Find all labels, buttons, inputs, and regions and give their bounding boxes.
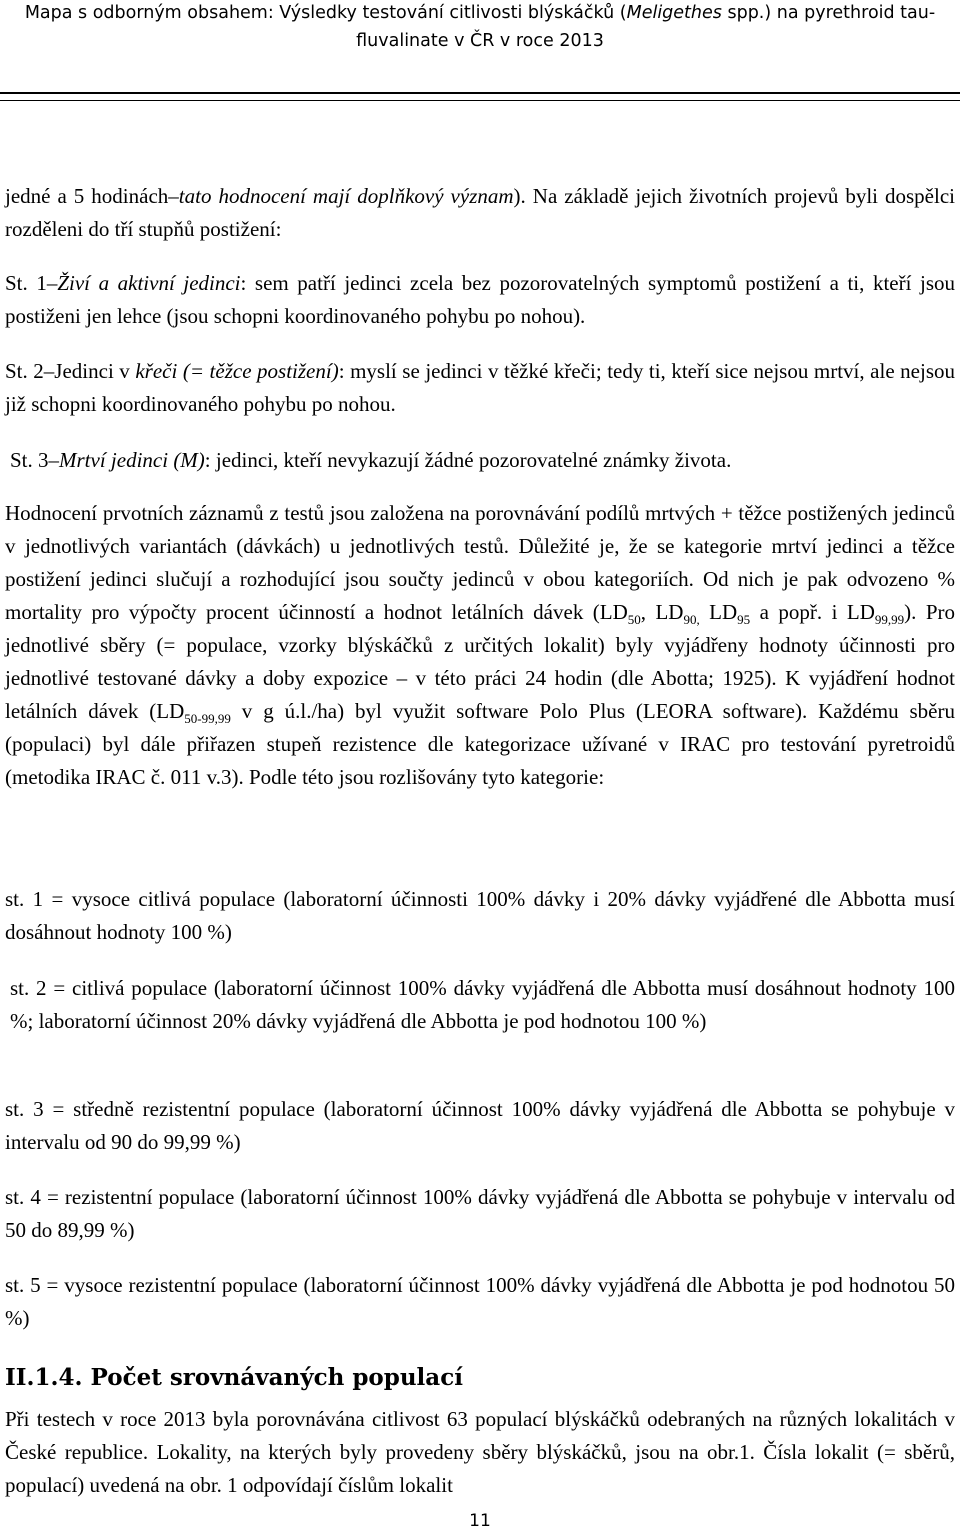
para1-text-c: ). Na základě jejich životních projevů byli dospělci rozděleni do tří stupňů postižení: bbox=[5, 184, 955, 241]
para1-text-italic: tato hodnocení mají doplňkový význam bbox=[178, 184, 514, 208]
section-heading: II.1.4. Počet srovnávaných populací bbox=[5, 1364, 463, 1391]
ld9999-subscript: 99,99 bbox=[874, 612, 905, 627]
paragraph-2 bbox=[5, 267, 955, 333]
header-rule-thin bbox=[0, 100, 960, 101]
para5-text-3: LD bbox=[699, 600, 738, 624]
header-title-post: spp.) na pyrethroid tau- bbox=[721, 3, 936, 23]
para4-text-c: : jedinci, kteří nevykazují žádné pozorovatelné známky života. bbox=[204, 448, 732, 472]
section-paragraph: Při testech v roce 2013 byla porovnávána citlivost 63 populací blýskáčků odebraných na různých lokalitách v České republice. Lokality, na kterých byly provedeny sběry blýskáčků, jsou na obr.1. Čísla lokalit (= sběrů, populací) uvedená na obr. 1 odpovídají číslům lokalit bbox=[5, 1407, 955, 1497]
header-title-pre: Mapa s odborným obsahem: Výsledky testování citlivosti blýskáčků ( bbox=[24, 3, 627, 23]
paragraph-1 bbox=[5, 180, 955, 246]
category-item-4: st. 4 = rezistentní populace (laboratorní účinnost 100% dávky vyjádřená dle Abbotta se pohybuje v intervalu od 50 do 89,99 %) bbox=[5, 1185, 955, 1242]
para1-text-a: jedné a 5 hodinách– bbox=[5, 184, 179, 208]
ld90-subscript: 90, bbox=[683, 612, 700, 627]
ld50-subscript: 50 bbox=[627, 612, 641, 627]
para2-text-italic: Živí a aktivní jedinci bbox=[57, 271, 241, 295]
para5-text-5: ). Pro jednotlivé sběry (= populace, vzorky blýskáčků z určitých lokalit) byly vyjádřeny hodnoty účinnosti pro jednotlivé testované dávky a doby expozice – v této práci 24 hodin (dle Abotta; 1925). K vyjádření hodnot letálních dávek (LD bbox=[5, 600, 955, 723]
ld-range-subscript: 50-99,99 bbox=[184, 711, 231, 726]
header-title-line1 bbox=[0, 0, 960, 28]
paragraph-3 bbox=[5, 355, 955, 421]
para3-text-italic: křeči (= těžce postižení) bbox=[135, 359, 339, 383]
paragraph-4 bbox=[10, 444, 960, 477]
category-item-2: st. 2 = citlivá populace (laboratorní účinnost 100% dávky vyjádřená dle Abbotta musí dosáhnout hodnoty 100 %; laboratorní účinnost 20% dávky vyjádřená dle Abbotta je pod hodnotou 100 %) bbox=[10, 976, 955, 1033]
page-number: 11 bbox=[469, 1511, 491, 1531]
category-item-1: st. 1 = vysoce citlivá populace (laboratorní účinnosti 100% dávky i 20% dávky vyjádřené dle Abbotta musí dosáhnout hodnoty 100 %) bbox=[5, 887, 955, 944]
category-item-5: st. 5 = vysoce rezistentní populace (laboratorní účinnost 100% dávky vyjádřená dle Abbotta je pod hodnotou 50 %) bbox=[5, 1273, 955, 1330]
header-rule-thick bbox=[0, 92, 960, 94]
para5-text-4: a popř. i LD bbox=[750, 600, 875, 624]
para5-text-6: v g ú.l./ha) byl využit software Polo Plus (LEORA software). Každému sběru (populaci) byl dále přiřazen stupeň rezistence dle kategorizace užívané v IRAC pro testování pyretroidů (metodika IRAC č. 011 v.3). Podle této jsou rozlišovány tyto kategorie: bbox=[5, 699, 955, 789]
paragraph-5 bbox=[5, 497, 955, 794]
header-title-italic: Meligethes bbox=[626, 3, 722, 23]
para4-text-a: St. 3– bbox=[10, 448, 60, 472]
para3-text-c: : myslí se jedinci v těžké křeči; tedy ti, kteří sice nejsou mrtví, ale nejsou již schopni koordinovaného pohybu po nohou. bbox=[5, 359, 955, 416]
category-item-3: st. 3 = středně rezistentní populace (laboratorní účinnost 100% dávky vyjádřená dle Abbotta se pohybuje v intervalu od 90 do 99,99 %) bbox=[5, 1097, 955, 1154]
header-title-line2: fluvalinate v ČR v roce 2013 bbox=[356, 31, 604, 51]
para4-text-italic: Mrtví jedinci (M) bbox=[59, 448, 205, 472]
para2-text-c: : sem patří jedinci zcela bez pozorovatelných symptomů postižení a ti, kteří jsou postiženi jen lehce (jsou schopni koordinovaného pohybu po nohou). bbox=[5, 271, 956, 328]
para2-text-a: St. 1– bbox=[5, 271, 58, 295]
para3-text-a: St. 2–Jedinci v bbox=[5, 359, 136, 383]
para5-text-2: , LD bbox=[640, 600, 684, 624]
ld95-subscript: 95 bbox=[737, 612, 751, 627]
para5-text-1: Hodnocení prvotních záznamů z testů jsou založena na porovnávání podílů mrtvých + těžce postižených jedinců v jednotlivých variantách (dávkách) u jednotlivých testů. Důležité je, že se kategorie mrtví jedinci a těžce postižení jedinci slučují a rozhodující jsou součty jedinců v obou kategoriích. Od nich je pak odvozeno % mortality pro výpočty procent účinností a hodnot letálních dávek (LD bbox=[5, 501, 955, 624]
